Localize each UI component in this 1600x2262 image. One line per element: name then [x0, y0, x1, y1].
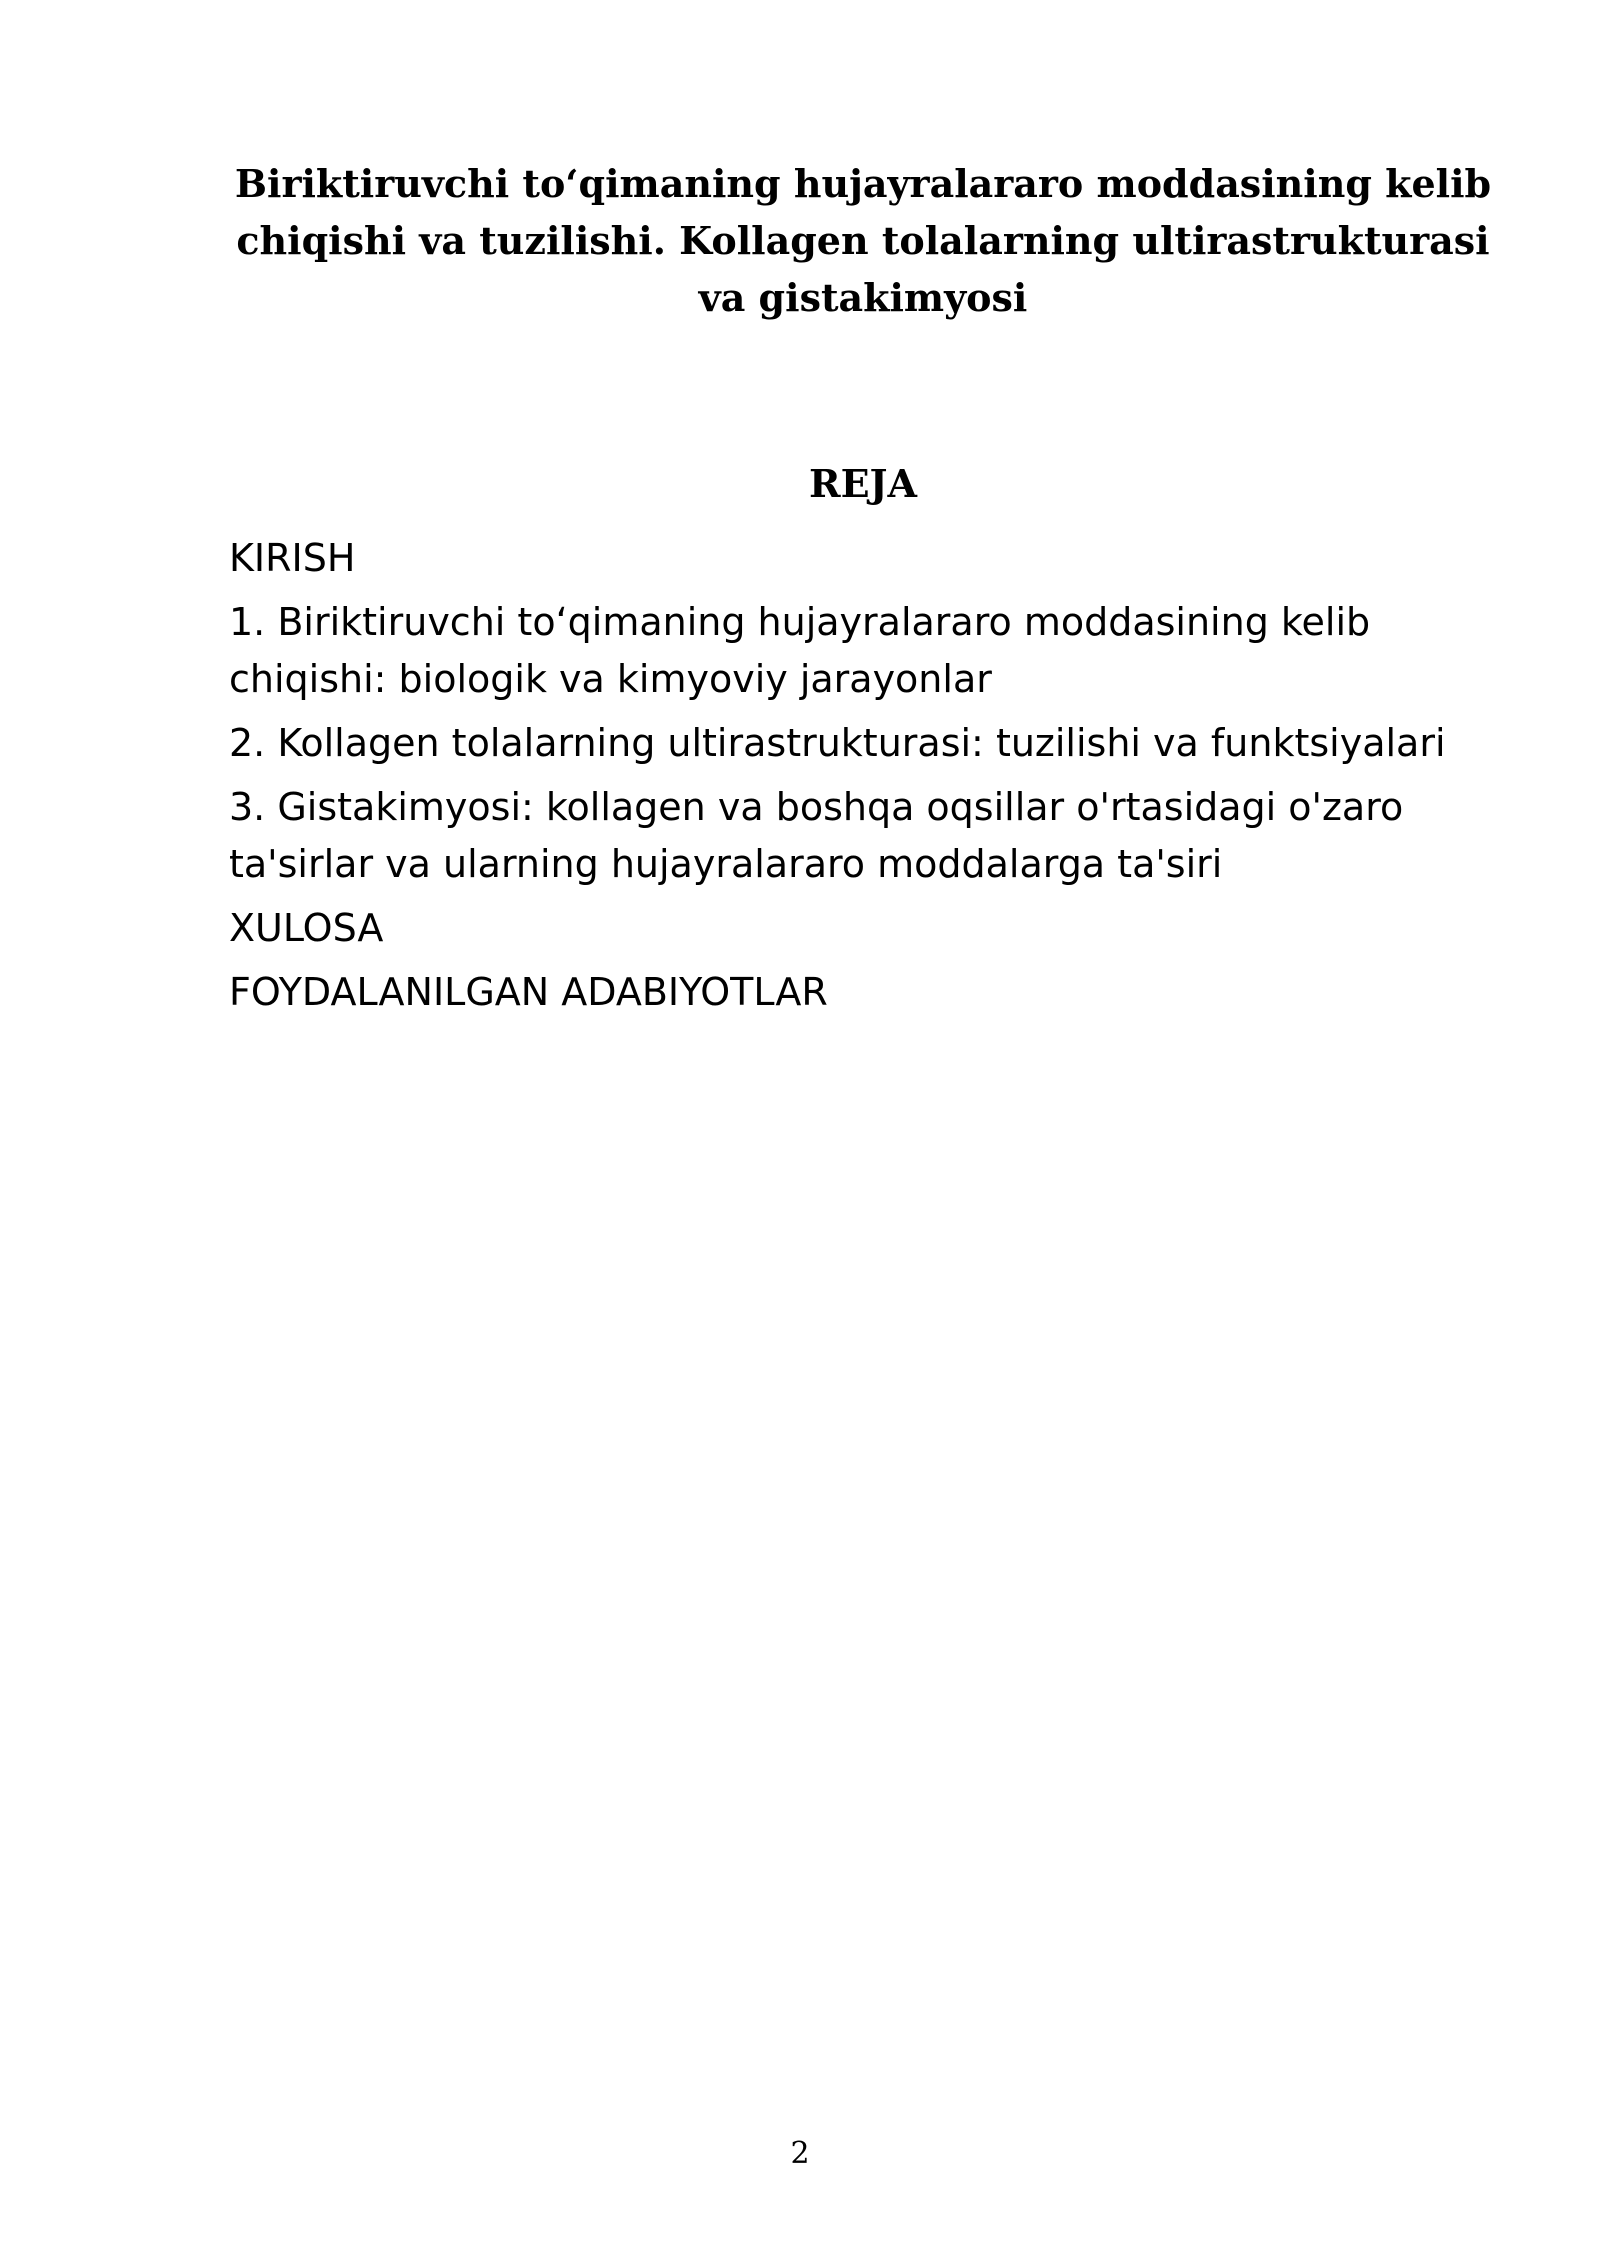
toc-item-line: XULOSA: [229, 906, 384, 950]
page-number: 2: [790, 2136, 810, 2171]
toc-item-introduction: [229, 530, 1519, 587]
title-line: chiqishi va tuzilishi. Kollagen tolalarning ultirastrukturasi: [236, 218, 1490, 263]
toc-item-line: chiqishi: biologik va kimyoviy jarayonlar: [229, 657, 992, 701]
toc-item-3: [229, 779, 1519, 893]
document-title: [228, 155, 1498, 326]
toc-item-2: [229, 715, 1519, 772]
title-line: va gistakimyosi: [698, 275, 1028, 320]
title-line: Biriktiruvchi to‘qimaning hujayralararo moddasining kelib: [234, 161, 1492, 206]
table-of-contents: [229, 530, 1519, 1028]
toc-item-conclusion: [229, 900, 1519, 957]
toc-item-line: 2. Kollagen tolalarning ultirastrukturasi: tuzilishi va funktsiyalari: [229, 721, 1446, 765]
toc-item-line: KIRISH: [229, 536, 356, 580]
toc-item-line: 3. Gistakimyosi: kollagen va boshqa oqsillar o'rtasidagi o'zaro: [229, 785, 1404, 829]
toc-item-references: [229, 964, 1519, 1021]
plan-heading: REJA: [808, 461, 917, 506]
toc-item-line: 1. Biriktiruvchi to‘qimaning hujayralararo moddasining kelib: [229, 600, 1371, 644]
toc-item-line: ta'sirlar va ularning hujayralararo moddalarga ta'siri: [229, 842, 1223, 886]
toc-item-line: FOYDALANILGAN ADABIYOTLAR: [229, 970, 828, 1014]
toc-item-1: [229, 594, 1519, 708]
